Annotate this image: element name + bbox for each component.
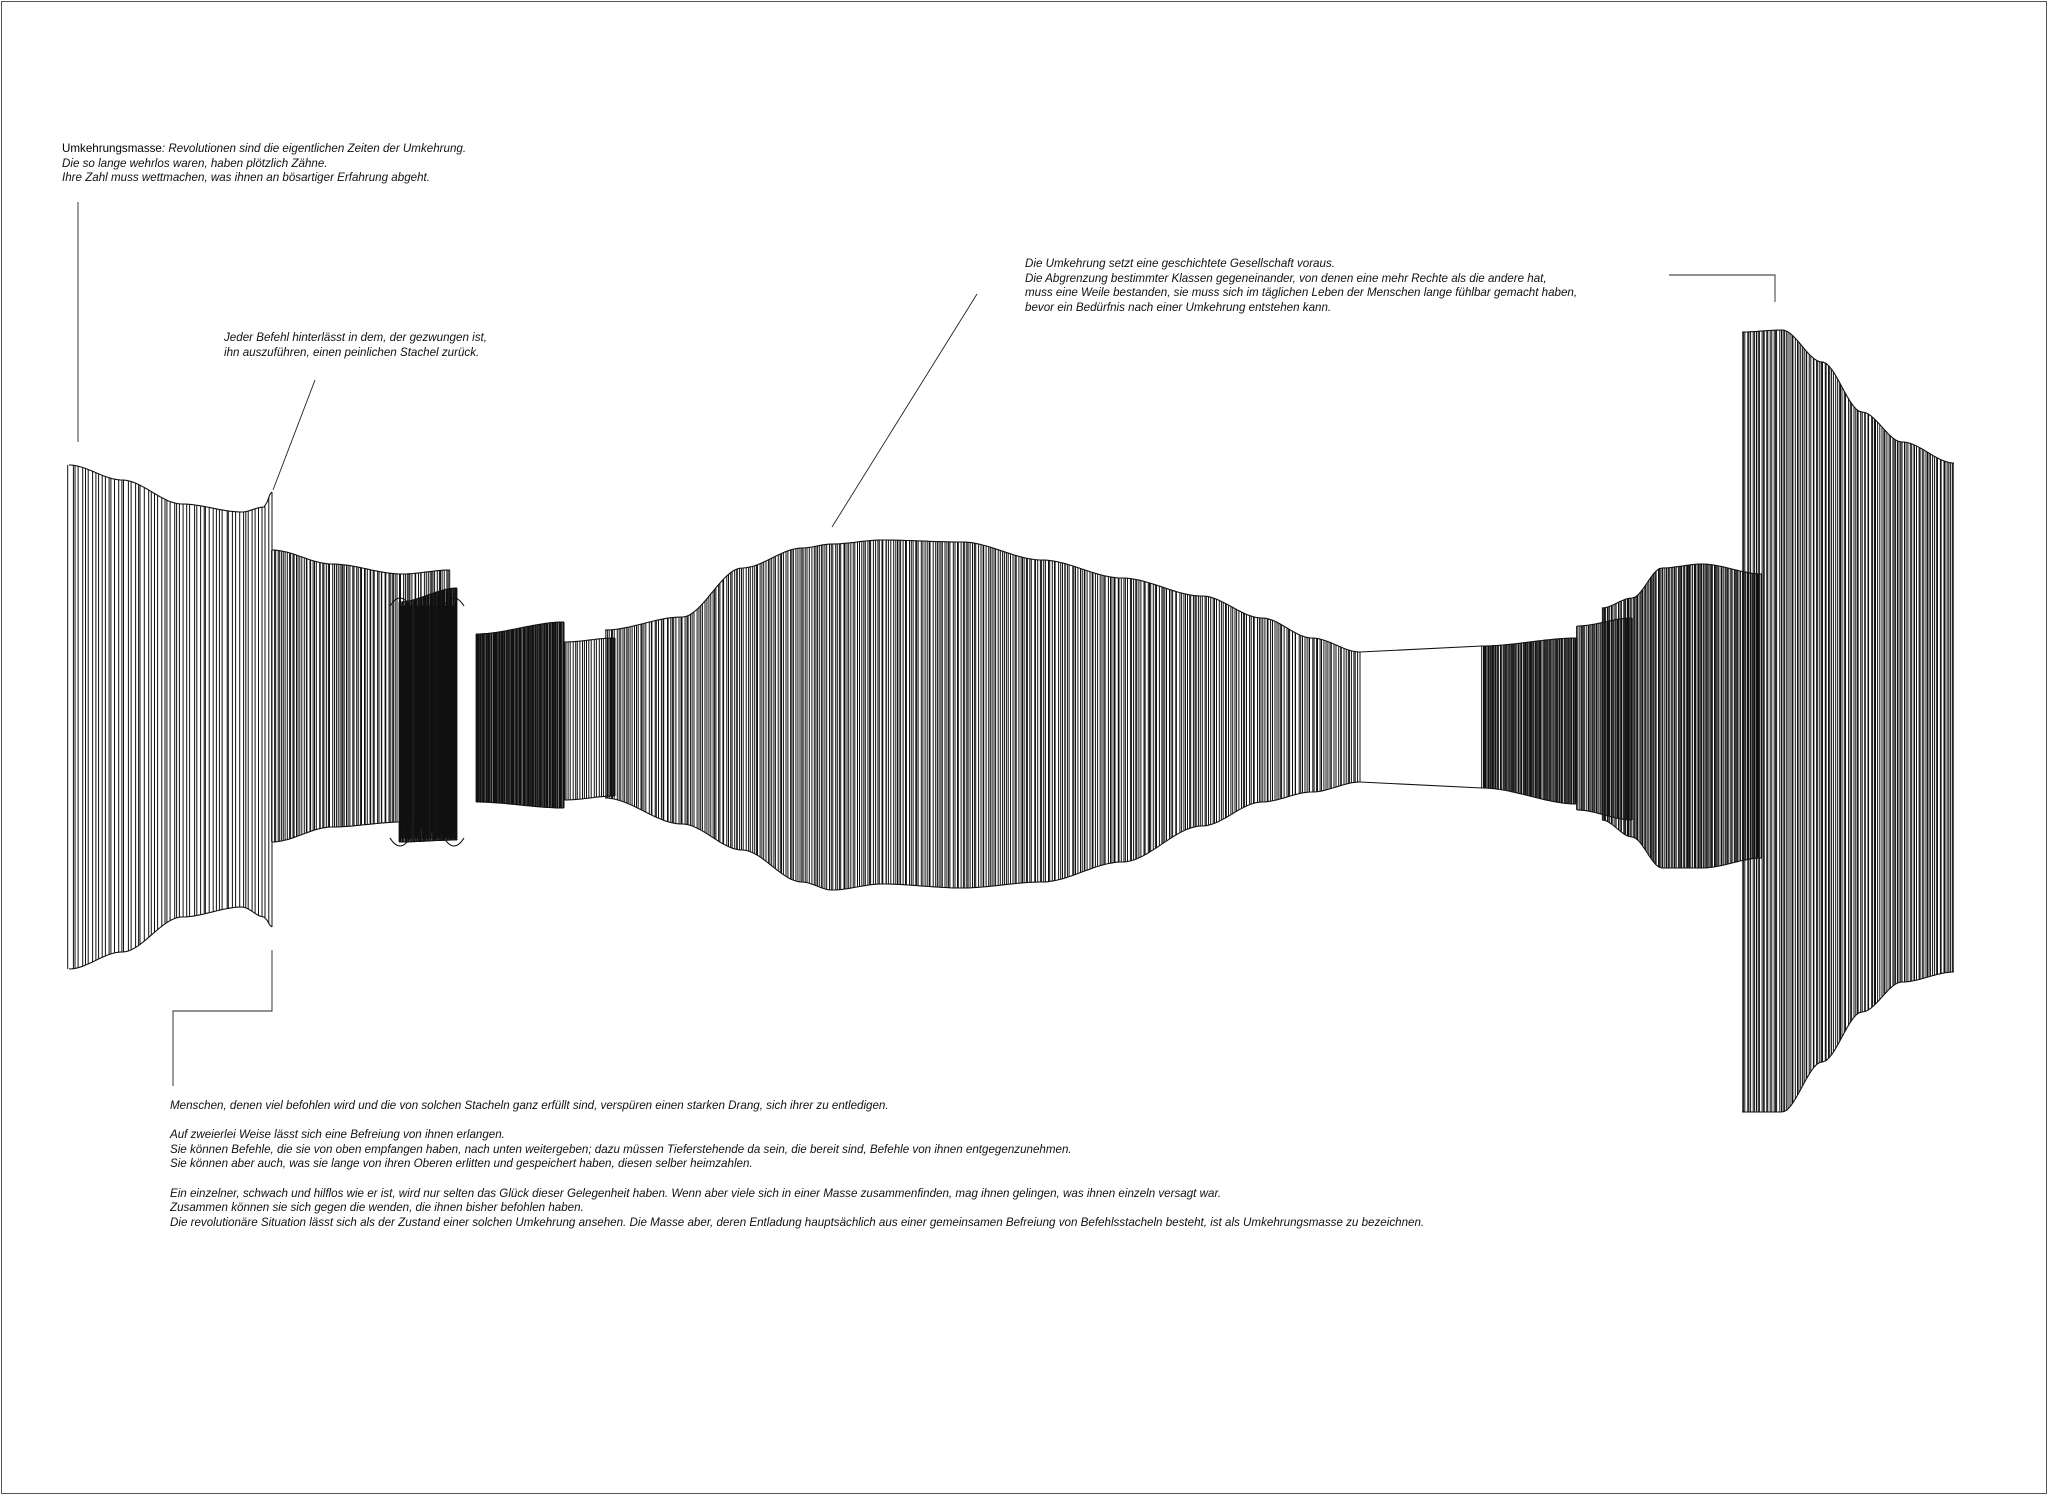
leader-right <box>1669 275 1775 302</box>
bottom-paragraph-1: Menschen, denen viel befohlen wird und die von solchen Stacheln ganz erfüllt sind, verspüren einen starken Drang, sich ihrer zu entledigen. <box>170 1099 889 1112</box>
bottom-paragraph-3-line-1: Ein einzelner, schwach und hilflos wie er ist, wird nur selten das Glück dieser Gelegenheit haben. Wenn aber viele sich in einer Masse zusammenfinden, mag ihnen gelingen, was ihnen einzeln versagt war. <box>170 1186 1222 1200</box>
society-note-line-2: Die Abgrenzung bestimmter Klassen gegeneinander, von denen eine mehr Rechte als die andere hat, <box>1025 271 1547 285</box>
bottom-paragraph-2-line-3: Sie können aber auch, was sie lange von ihren Oberen erlitten und gespeichert haben, diesen selber heimzahlen. <box>170 1157 753 1171</box>
society-note <box>1025 257 1577 315</box>
command-note-line-2: ihn auszuführen, einen peinlichen Stachel zurück. <box>224 345 480 359</box>
command-note <box>224 331 487 360</box>
bottom-paragraph-3-line-3: Die revolutionäre Situation lässt sich als der Zustand einer solchen Umkehrung ansehen. Die Masse aber, deren Entladung hauptsächlich aus einer gemeinsamen Befreiung von Befehlsstacheln besteht, ist als Umkehrungsmasse zu bezeichnen. <box>170 1215 1425 1229</box>
sheet-frame <box>1 1 2047 1494</box>
society-note-line-3: muss eine Weile bestanden, sie muss sich im täglichen Leben der Menschen lange fühlbar gemacht haben, <box>1025 286 1578 300</box>
band-cyl-1b <box>400 606 454 838</box>
bottom-paragraph-3-line-2: Zusammen können sie sich gegen die wenden, die ihnen bisher befohlen haben. <box>170 1201 584 1215</box>
bottom-paragraph-2-line-2: Sie können Befehle, die sie von oben empfangen haben, nach unten weitergeben; dazu müssen Tieferstehende da sein, die bereit sind, Befehle von ihnen entgegenzunehmen. <box>170 1142 1072 1156</box>
command-note-line-1: Jeder Befehl hinterlässt in dem, der gezwungen ist, <box>224 331 487 344</box>
band-left-flare <box>68 465 272 969</box>
band-cyl-2 <box>476 622 564 808</box>
leader-command <box>273 380 315 490</box>
band-open-tube <box>1360 646 1482 788</box>
hatched-mass-bands <box>68 330 1954 1112</box>
leader-society <box>832 294 977 527</box>
title-text-block <box>62 142 466 186</box>
leader-bottom <box>173 950 272 1086</box>
band-right-cyl-1 <box>1482 638 1577 804</box>
band-center <box>606 540 1360 890</box>
band-right-flare <box>1743 330 1953 1112</box>
title-line-3: Ihre Zahl muss wettmachen, was ihnen an bösartiger Erfahrung abgeht. <box>62 171 430 185</box>
title-heading-rest: : Revolutionen sind die eigentlichen Zeiten der Umkehrung. <box>161 142 467 155</box>
title-heading: Umkehrungsmasse <box>62 142 162 155</box>
umkehrung-drawing <box>2 2 2046 1493</box>
bottom-paragraph-2-line-1: Auf zweierlei Weise lässt sich eine Befreiung von ihnen erlangen. <box>170 1128 505 1142</box>
society-note-line-1: Die Umkehrung setzt eine geschichtete Gesellschaft voraus. <box>1025 257 1335 270</box>
title-line-2: Die so lange wehrlos waren, haben plötzlich Zähne. <box>62 156 328 170</box>
society-note-line-4: bevor ein Bedürfnis nach einer Umkehrung entstehen kann. <box>1025 300 1332 314</box>
bottom-text-block <box>170 1099 1424 1230</box>
